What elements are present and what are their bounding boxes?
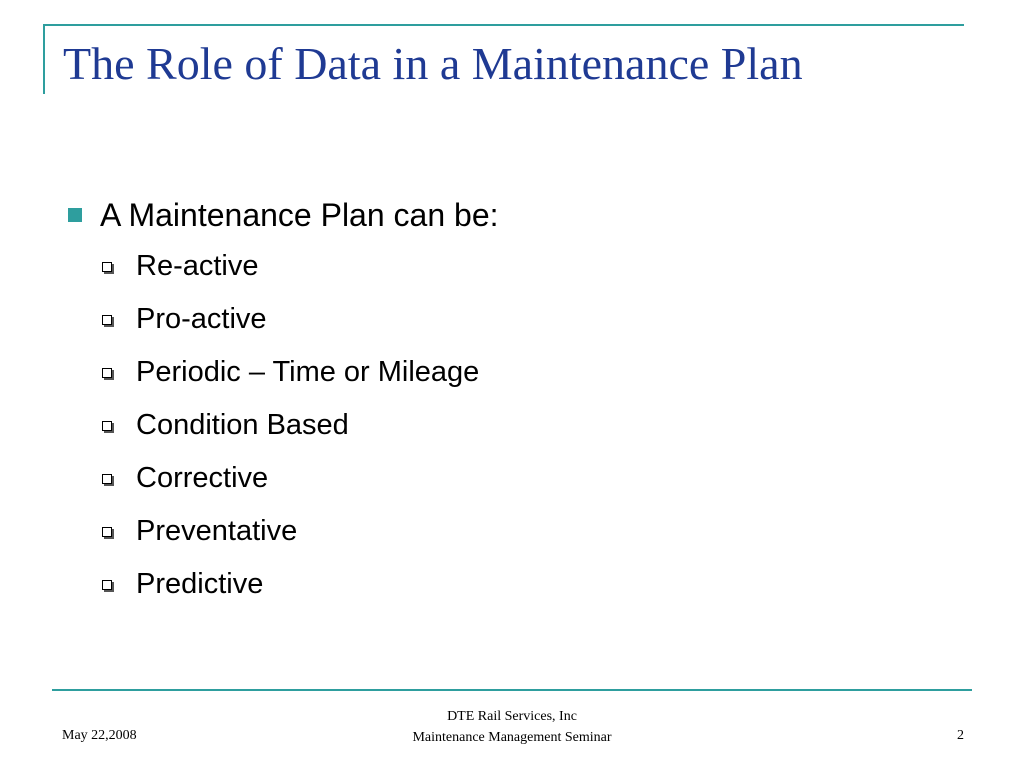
- footer-organization: DTE Rail Services, Inc: [447, 709, 577, 724]
- list-item: [60, 505, 960, 558]
- list-item: [60, 452, 960, 505]
- list-item-label: Re-active: [136, 250, 259, 282]
- footer-center-block: [362, 706, 662, 748]
- list-item: [60, 346, 960, 399]
- list-item-label: Preventative: [136, 515, 298, 547]
- hollow-square-bullet-icon: [102, 474, 112, 484]
- list-item-label: Pro-active: [136, 303, 267, 335]
- slide-title: The Role of Data in a Maintenance Plan: [63, 38, 803, 89]
- hollow-square-bullet-icon: [102, 368, 112, 378]
- hollow-square-bullet-icon: [102, 262, 112, 272]
- main-bullet-point: [60, 190, 960, 240]
- list-item-label: Periodic – Time or Mileage: [136, 356, 480, 388]
- list-item-label: Condition Based: [136, 409, 349, 441]
- slide-number: 2: [957, 728, 964, 743]
- hollow-square-bullet-icon: [102, 527, 112, 537]
- footer-divider: [52, 689, 972, 691]
- list-item: [60, 293, 960, 346]
- list-item: [60, 399, 960, 452]
- list-item: [60, 558, 960, 611]
- filled-square-bullet-icon: [68, 208, 82, 222]
- plan-types-list: [60, 240, 960, 611]
- hollow-square-bullet-icon: [102, 315, 112, 325]
- footer-event: Maintenance Management Seminar: [412, 730, 612, 745]
- list-item-label: Predictive: [136, 568, 264, 600]
- slide-body: [60, 190, 960, 611]
- hollow-square-bullet-icon: [102, 580, 112, 590]
- list-item: [60, 240, 960, 293]
- hollow-square-bullet-icon: [102, 421, 112, 431]
- list-item-label: Corrective: [136, 462, 269, 494]
- main-bullet-text: A Maintenance Plan can be:: [100, 197, 499, 233]
- title-frame-top-rule: [43, 24, 964, 26]
- footer-date: May 22,2008: [62, 728, 137, 743]
- title-frame-left-rule: [43, 24, 45, 94]
